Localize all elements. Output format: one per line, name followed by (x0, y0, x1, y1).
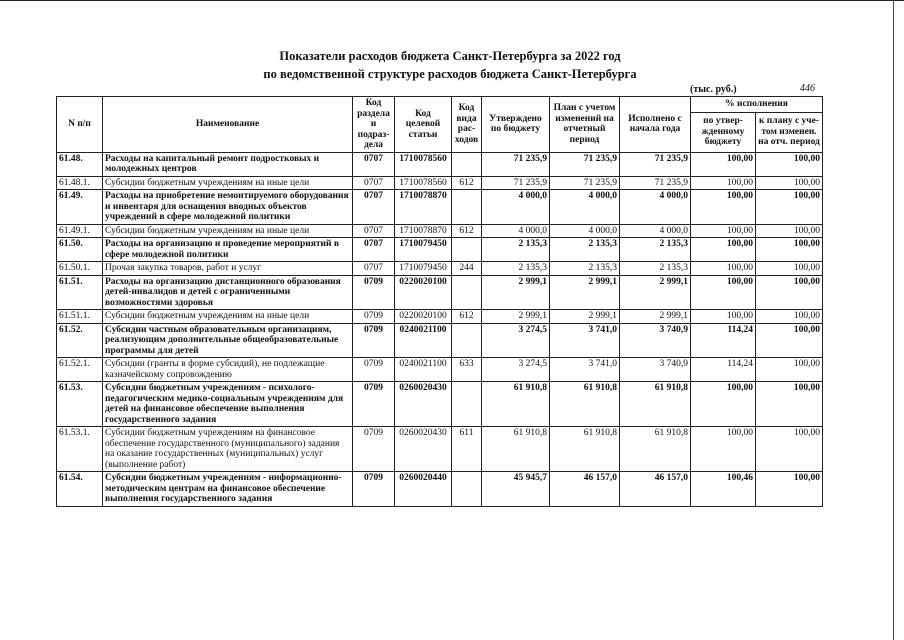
cell-kind (452, 190, 482, 225)
table-row (57, 262, 823, 276)
cell-approved: 45 945,7 (482, 472, 550, 507)
cell-plan: 61 910,8 (550, 382, 620, 427)
cell-pct-budget: 100,00 (691, 238, 756, 262)
col-header-section: Код раздела и подраз-дела (353, 97, 395, 153)
cell-section: 0709 (353, 472, 395, 507)
cell-executed: 61 910,8 (620, 382, 691, 427)
cell-target: 1710078870 (395, 190, 452, 225)
cell-pct-plan: 100,00 (756, 238, 823, 262)
cell-num: 61.51.1. (57, 310, 103, 324)
table-row (57, 358, 823, 382)
cell-section: 0707 (353, 152, 395, 176)
table-row (57, 472, 823, 507)
cell-target: 0220020100 (395, 310, 452, 324)
cell-name: Субсидии бюджетным учреждениям на финансовое обеспечение государственного (муниципального) задания на оказание государственных (муниципальных) услуг (выполнение работ) (103, 427, 353, 472)
cell-pct-budget: 114,24 (691, 323, 756, 358)
cell-pct-budget: 100,46 (691, 472, 756, 507)
cell-pct-budget: 100,00 (691, 382, 756, 427)
page-top-edge (0, 0, 904, 12)
cell-pct-plan: 100,00 (756, 310, 823, 324)
cell-kind (452, 323, 482, 358)
table-body (57, 152, 823, 506)
cell-executed: 46 157,0 (620, 472, 691, 507)
cell-pct-budget: 114,24 (691, 358, 756, 382)
col-header-kind: Код вида рас-ходов (452, 97, 482, 153)
cell-section: 0707 (353, 224, 395, 238)
cell-num: 61.53.1. (57, 427, 103, 472)
cell-executed: 3 740,9 (620, 358, 691, 382)
cell-plan: 2 135,3 (550, 262, 620, 276)
col-header-target: Код целевой статьи (395, 97, 452, 153)
cell-plan: 4 000,0 (550, 224, 620, 238)
cell-target: 0220020100 (395, 275, 452, 310)
table-row (57, 427, 823, 472)
cell-executed: 71 235,9 (620, 152, 691, 176)
cell-num: 61.54. (57, 472, 103, 507)
header-row (57, 97, 823, 113)
cell-target: 0260020430 (395, 427, 452, 472)
cell-pct-plan: 100,00 (756, 275, 823, 310)
cell-kind: 612 (452, 176, 482, 190)
cell-num: 61.49. (57, 190, 103, 225)
cell-approved: 2 999,1 (482, 310, 550, 324)
cell-executed: 4 000,0 (620, 224, 691, 238)
table-row (57, 152, 823, 176)
cell-name: Расходы на организацию дистанционного образования детей-инвалидов и детей с ограниченными возможностями здоровья (103, 275, 353, 310)
cell-pct-plan: 100,00 (756, 358, 823, 382)
cell-pct-budget: 100,00 (691, 262, 756, 276)
cell-approved: 4 000,0 (482, 190, 550, 225)
col-header-plan: План с учетом изменений на отчетный период (550, 97, 620, 153)
cell-pct-budget: 100,00 (691, 152, 756, 176)
cell-executed: 3 740,9 (620, 323, 691, 358)
cell-section: 0707 (353, 262, 395, 276)
cell-target: 1710078560 (395, 176, 452, 190)
cell-approved: 3 274,5 (482, 323, 550, 358)
cell-section: 0709 (353, 358, 395, 382)
cell-plan: 46 157,0 (550, 472, 620, 507)
cell-kind (452, 472, 482, 507)
table-row (57, 224, 823, 238)
cell-name: Прочая закупка товаров, работ и услуг (103, 262, 353, 276)
cell-pct-budget: 100,00 (691, 224, 756, 238)
cell-executed: 2 135,3 (620, 238, 691, 262)
col-header-approved: Утверждено по бюджету (482, 97, 550, 153)
cell-pct-budget: 100,00 (691, 190, 756, 225)
cell-section: 0709 (353, 275, 395, 310)
cell-target: 0260020440 (395, 472, 452, 507)
cell-plan: 71 235,9 (550, 152, 620, 176)
cell-name: Субсидии бюджетным учреждениям на иные цели (103, 224, 353, 238)
cell-executed: 71 235,9 (620, 176, 691, 190)
cell-name: Расходы на капитальный ремонт подростковых и молодежных центров (103, 152, 353, 176)
cell-target: 0240021100 (395, 323, 452, 358)
cell-approved: 71 235,9 (482, 152, 550, 176)
cell-executed: 2 135,3 (620, 262, 691, 276)
document-title: Показатели расходов бюджета Санкт-Петербурга за 2022 год (279, 49, 621, 63)
col-header-pct-group: % исполнения (691, 97, 823, 113)
cell-num: 61.52. (57, 323, 103, 358)
cell-pct-plan: 100,00 (756, 262, 823, 276)
cell-plan: 3 741,0 (550, 358, 620, 382)
table-row (57, 310, 823, 324)
budget-table (56, 96, 823, 507)
table-row (57, 238, 823, 262)
col-header-num: N п/п (57, 97, 103, 153)
cell-num: 61.49.1. (57, 224, 103, 238)
cell-approved: 2 135,3 (482, 262, 550, 276)
cell-name: Субсидии (гранты в форме субсидий), не подлежащие казначейскому сопровождению (103, 358, 353, 382)
cell-approved: 61 910,8 (482, 382, 550, 427)
cell-target: 1710078560 (395, 152, 452, 176)
table-row (57, 190, 823, 225)
page-right-edge (893, 0, 894, 640)
cell-section: 0709 (353, 427, 395, 472)
cell-name: Субсидии частным образовательным организациям, реализующим дополнительные общеобразовательные программы для детей (103, 323, 353, 358)
cell-kind (452, 275, 482, 310)
cell-num: 61.51. (57, 275, 103, 310)
cell-executed: 4 000,0 (620, 190, 691, 225)
cell-pct-plan: 100,00 (756, 323, 823, 358)
cell-approved: 2 135,3 (482, 238, 550, 262)
cell-pct-plan: 100,00 (756, 224, 823, 238)
cell-section: 0707 (353, 190, 395, 225)
cell-pct-budget: 100,00 (691, 427, 756, 472)
cell-num: 61.50.1. (57, 262, 103, 276)
cell-section: 0709 (353, 310, 395, 324)
table-row (57, 323, 823, 358)
cell-name: Субсидии бюджетным учреждениям на иные цели (103, 310, 353, 324)
cell-pct-budget: 100,00 (691, 176, 756, 190)
cell-pct-plan: 100,00 (756, 382, 823, 427)
cell-target: 1710079450 (395, 262, 452, 276)
cell-section: 0709 (353, 382, 395, 427)
table-row (57, 275, 823, 310)
cell-name: Расходы на организацию и проведение мероприятий в сфере молодежной политики (103, 238, 353, 262)
cell-target: 0240021100 (395, 358, 452, 382)
col-header-pct-budget: по утвер-жденному бюджету (691, 112, 756, 152)
cell-num: 61.48.1. (57, 176, 103, 190)
cell-plan: 71 235,9 (550, 176, 620, 190)
cell-num: 61.53. (57, 382, 103, 427)
cell-kind: 612 (452, 224, 482, 238)
col-header-executed: Исполнено с начала года (620, 97, 691, 153)
cell-kind: 244 (452, 262, 482, 276)
cell-target: 0260020430 (395, 382, 452, 427)
cell-name: Субсидии бюджетным учреждениям на иные цели (103, 176, 353, 190)
cell-section: 0707 (353, 176, 395, 190)
cell-pct-budget: 100,00 (691, 310, 756, 324)
cell-num: 61.50. (57, 238, 103, 262)
cell-name: Расходы на приобретение немонтируемого оборудования и инвентаря для оснащения вводных объектов учреждений в сфере молодежной политики (103, 190, 353, 225)
cell-kind: 611 (452, 427, 482, 472)
cell-approved: 4 000,0 (482, 224, 550, 238)
cell-pct-plan: 100,00 (756, 152, 823, 176)
cell-pct-plan: 100,00 (756, 427, 823, 472)
cell-pct-budget: 100,00 (691, 275, 756, 310)
cell-kind: 612 (452, 310, 482, 324)
table-row (57, 176, 823, 190)
cell-num: 61.52.1. (57, 358, 103, 382)
cell-kind: 633 (452, 358, 482, 382)
units-label: (тыс. руб.) (690, 84, 737, 95)
cell-executed: 2 999,1 (620, 275, 691, 310)
col-header-name: Наименование (103, 97, 353, 153)
cell-pct-plan: 100,00 (756, 472, 823, 507)
cell-approved: 61 910,8 (482, 427, 550, 472)
document-subtitle: по ведомственной структуре расходов бюджета Санкт-Петербурга (263, 67, 637, 81)
cell-executed: 2 999,1 (620, 310, 691, 324)
cell-plan: 2 999,1 (550, 275, 620, 310)
cell-executed: 61 910,8 (620, 427, 691, 472)
cell-plan: 61 910,8 (550, 427, 620, 472)
page-number: 446 (800, 83, 815, 94)
cell-kind (452, 238, 482, 262)
cell-num: 61.48. (57, 152, 103, 176)
cell-name: Субсидии бюджетным учреждениям - психолого-педагогическим медико-социальным учреждениям для детей на финансовое обеспечение выполнения государственного задания (103, 382, 353, 427)
cell-plan: 4 000,0 (550, 190, 620, 225)
cell-kind (452, 382, 482, 427)
cell-target: 1710078870 (395, 224, 452, 238)
cell-target: 1710079450 (395, 238, 452, 262)
cell-approved: 71 235,9 (482, 176, 550, 190)
cell-pct-plan: 100,00 (756, 176, 823, 190)
cell-pct-plan: 100,00 (756, 190, 823, 225)
cell-section: 0709 (353, 323, 395, 358)
cell-kind (452, 152, 482, 176)
cell-approved: 2 999,1 (482, 275, 550, 310)
col-header-pct-plan: к плану с уче-том изменен. на отч. период (756, 112, 823, 152)
cell-approved: 3 274,5 (482, 358, 550, 382)
table-row (57, 382, 823, 427)
cell-plan: 2 999,1 (550, 310, 620, 324)
cell-name: Субсидии бюджетным учреждениям - информационно-методическим центрам на финансовое обеспечение выполнения государственного задания (103, 472, 353, 507)
cell-section: 0707 (353, 238, 395, 262)
cell-plan: 2 135,3 (550, 238, 620, 262)
cell-plan: 3 741,0 (550, 323, 620, 358)
